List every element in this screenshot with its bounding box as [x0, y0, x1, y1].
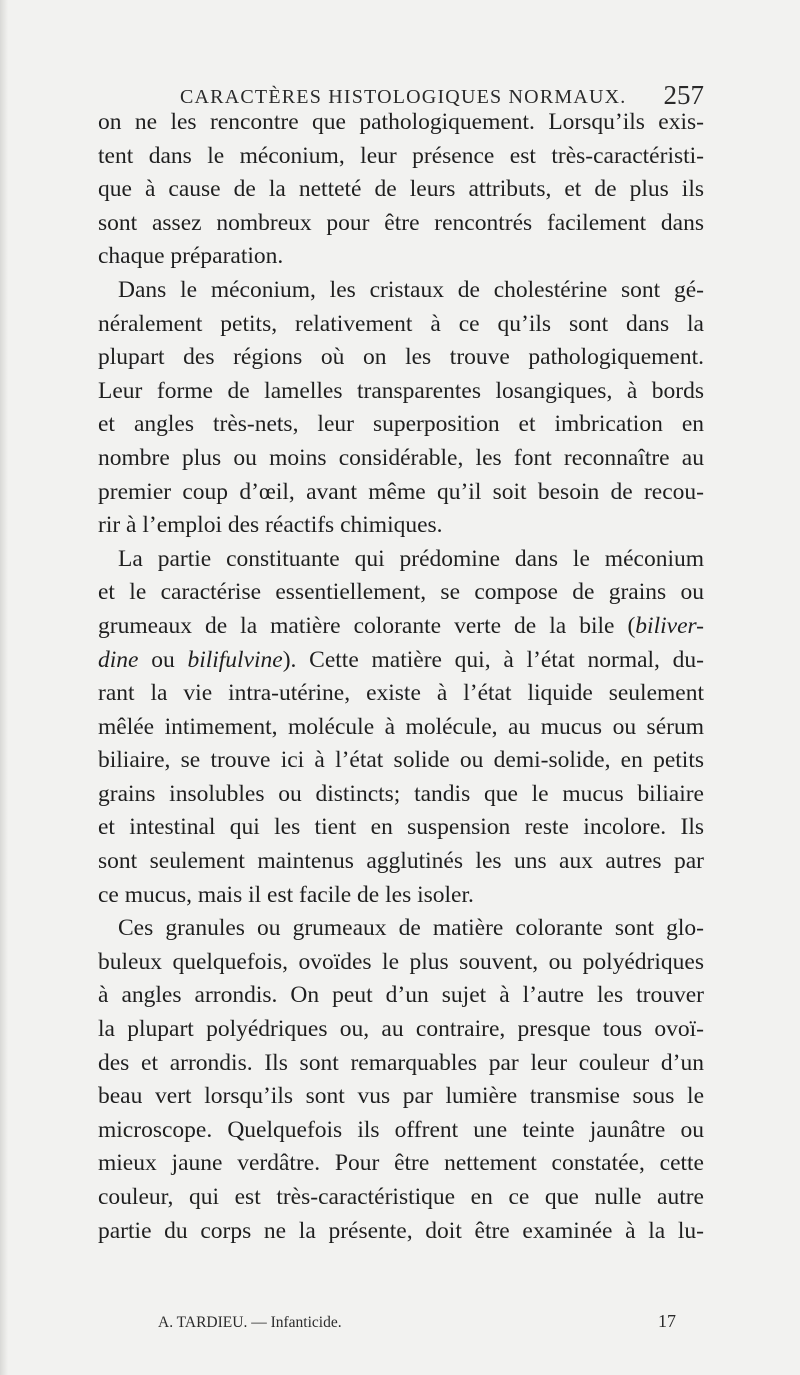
text-line: la plupart polyédriques ou, au contraire, presque tous ovoï- — [98, 1016, 704, 1043]
footer-signature: A. TARDIEU. — Infanticide. — [158, 1314, 342, 1331]
text-line: dine ou bilifulvine). Cette matière qui, à l’état normal, du- — [98, 646, 704, 673]
text-line: Ces granules ou grumeaux de matière colorante sont glo- — [118, 915, 704, 942]
text-line: premier coup d’œil, avant même qu’il soit besoin de recou- — [98, 478, 704, 505]
text-line: que à cause de la netteté de leurs attributs, et de plus ils — [98, 176, 704, 203]
body-text — [98, 106, 704, 1248]
text-line: Leur forme de lamelles transparentes losangiques, à bords — [98, 377, 704, 404]
text-line: rant la vie intra-utérine, existe à l’état liquide seulement — [98, 680, 704, 707]
text-line: mêlée intimement, molécule à molécule, au mucus ou sérum — [98, 713, 704, 740]
text-line: chaque préparation. — [98, 243, 284, 270]
text-line: et angles très-nets, leur superposition et imbrication en — [98, 411, 704, 438]
text-line: et le caractérise essentiellement, se compose de grains ou — [98, 579, 704, 606]
page-number: 257 — [663, 80, 704, 110]
text-line: on ne les rencontre que pathologiquement. Lorsqu’ils exis- — [98, 109, 704, 135]
text-line: microscope. Quelquefois ils offrent une teinte jaunâtre ou — [98, 1116, 704, 1143]
text-line: buleux quelquefois, ovoïdes le plus souvent, ou polyédriques — [98, 948, 704, 975]
text-line: nombre plus ou moins considérable, les font reconnaître au — [98, 444, 704, 471]
text-line: tent dans le méconium, leur présence est très-caractéristi- — [98, 142, 704, 169]
text-line: beau vert lorsqu’ils sont vus par lumière transmise sous le — [98, 1083, 704, 1110]
running-title: CARACTÈRES HISTOLOGIQUES NORMAUX. — [180, 86, 627, 108]
text-line: La partie constituante qui prédomine dans le méconium — [118, 545, 704, 572]
text-line: grumeaux de la matière colorante verte de la bile (biliver- — [98, 612, 704, 639]
text-line: couleur, qui est très-caractéristique en ce que nulle autre — [98, 1184, 704, 1210]
text-line: grains insolubles ou distincts; tandis que le mucus biliaire — [98, 780, 704, 807]
text-line: Dans le méconium, les cristaux de cholestérine sont gé- — [118, 276, 704, 303]
text-line: biliaire, se trouve ici à l’état solide ou demi-solide, en petits — [98, 747, 704, 774]
page-edge-shadow — [0, 0, 8, 1375]
text-line: partie du corps ne la présente, doit être examinée à la lu- — [98, 1217, 704, 1244]
text-line: ce mucus, mais il est facile de les isoler. — [98, 881, 474, 908]
text-line: à angles arrondis. On peut d’un sujet à l’autre les trouver — [98, 982, 704, 1009]
text-line: des et arrondis. Ils sont remarquables par leur couleur d’un — [98, 1049, 704, 1076]
text-line: et intestinal qui les tient en suspension reste incolore. Ils — [98, 814, 704, 841]
text-line: mieux jaune verdâtre. Pour être nettement constatée, cette — [98, 1150, 704, 1177]
text-line: plupart des régions où on les trouve pathologiquement. — [98, 344, 704, 371]
text-line: sont seulement maintenus agglutinés les uns aux autres par — [98, 848, 704, 875]
text-line: rir à l’emploi des réactifs chimiques. — [98, 512, 443, 539]
footer-sheet-number: 17 — [658, 1311, 676, 1331]
text-line: sont assez nombreux pour être rencontrés facilement dans — [98, 209, 704, 236]
text-line: néralement petits, relativement à ce qu’ils sont dans la — [98, 310, 704, 337]
